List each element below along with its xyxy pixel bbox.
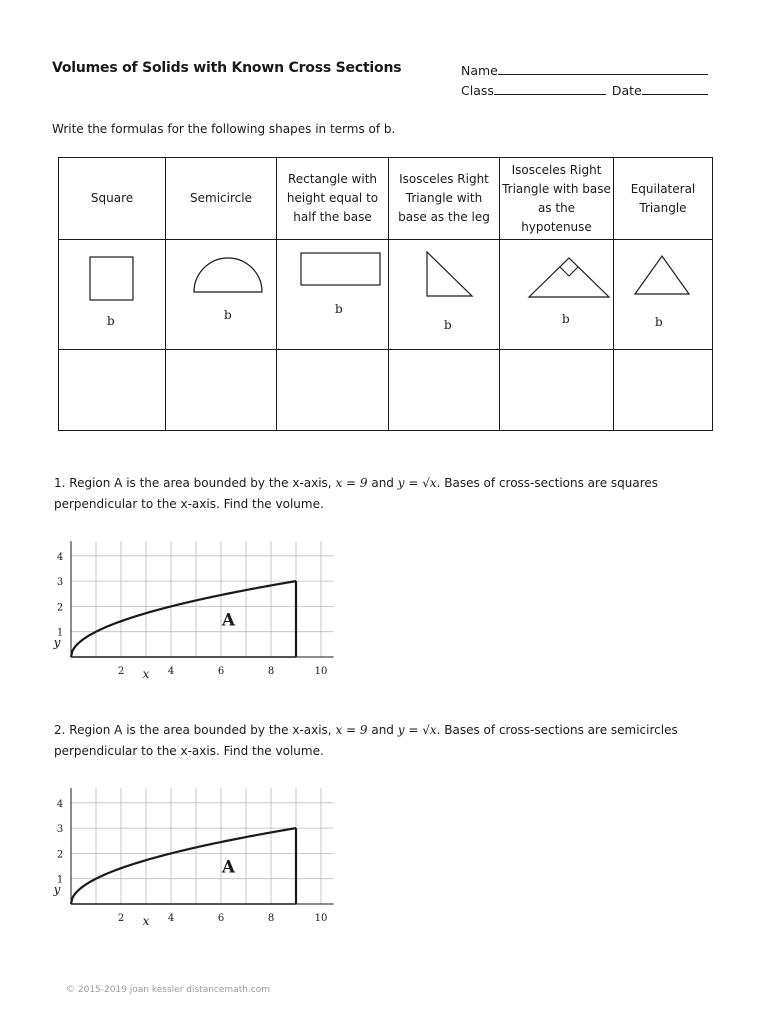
region-graph-1 (40, 535, 350, 685)
answer-cell[interactable] (389, 350, 500, 431)
y-axis-label: y (53, 882, 61, 897)
y-tick-label: 3 (56, 824, 64, 836)
shape-cell (166, 240, 277, 350)
shape-label-b: b (655, 315, 663, 329)
problem-1 (54, 473, 714, 515)
sqrt-curve (71, 581, 296, 657)
shape-label-b: b (107, 314, 115, 328)
hypotenuse-triangle-icon (500, 240, 614, 349)
problem-2 (54, 720, 714, 762)
header-cell: Isosceles Right Triangle with base as the leg (389, 158, 500, 240)
problem-number: 1. (54, 476, 66, 490)
problem-text: Region A is the area bounded by the x-axis, (69, 723, 336, 737)
header-row (59, 158, 713, 240)
shape-cell (614, 240, 713, 350)
answer-row (59, 350, 713, 431)
y-tick-label: 4 (56, 551, 64, 563)
square-icon (59, 240, 166, 349)
shape-label-b: b (562, 312, 570, 326)
x-tick-label: 4 (167, 666, 175, 677)
name-label: Name (461, 63, 498, 78)
y-tick-label: 3 (56, 577, 64, 589)
x-tick-label: 6 (217, 913, 225, 924)
header-cell: Square (59, 158, 166, 240)
answer-cell[interactable] (166, 350, 277, 431)
header-cell: Isosceles Right Triangle with base as the hypotenuse (500, 158, 614, 240)
date-line[interactable] (642, 82, 708, 95)
instructions: Write the formulas for the following shapes in terms of b. (52, 122, 396, 136)
function-equation: y = √x (397, 723, 437, 737)
name-line[interactable] (498, 62, 708, 75)
problem-text: and (367, 476, 398, 490)
x-tick-label: 10 (314, 666, 328, 677)
x-tick-label: 8 (267, 913, 275, 924)
answer-cell[interactable] (277, 350, 389, 431)
name-field[interactable] (461, 62, 708, 78)
y-tick-label: 2 (56, 849, 64, 861)
shape-cell (277, 240, 389, 350)
x-tick-label: 10 (314, 913, 328, 924)
problem-text: . Bases of cross-sections are squares perpendicular to the x-axis. Find the volume. (54, 476, 659, 511)
header-cell: Equilateral Triangle (614, 158, 713, 240)
y-tick-label: 1 (56, 874, 64, 886)
problem-text: Region A is the area bounded by the x-axis, (69, 476, 336, 490)
boundary-equation: x = 9 (335, 723, 368, 737)
worksheet-title: Volumes of Solids with Known Cross Sections (52, 60, 402, 76)
region-label: A (221, 857, 236, 878)
problem-number: 2. (54, 723, 66, 737)
equilateral-triangle-icon (614, 240, 713, 349)
semicircle-icon (166, 240, 277, 349)
region-graph-2 (40, 782, 350, 932)
header-cell: Rectangle with height equal to half the base (277, 158, 389, 240)
shape-label-b: b (335, 302, 343, 316)
shape-row (59, 240, 713, 350)
date-label: Date (611, 83, 642, 98)
answer-cell[interactable] (59, 350, 166, 431)
class-label: Class (461, 83, 494, 98)
y-axis-label: y (53, 635, 61, 650)
class-line[interactable] (494, 82, 606, 95)
shape-label-b: b (444, 318, 452, 332)
x-axis-label: x (142, 667, 150, 681)
y-tick-label: 4 (56, 798, 64, 810)
shape-cell (500, 240, 614, 350)
problem-text: . Bases of cross-sections are semicircles perpendicular to the x-axis. Find the volume. (54, 723, 678, 758)
answer-cell[interactable] (614, 350, 713, 431)
y-tick-label: 2 (56, 602, 64, 614)
shape-cell (389, 240, 500, 350)
y-tick-label: 1 (56, 627, 64, 639)
header-cell: Semicircle (166, 158, 277, 240)
x-tick-label: 2 (117, 666, 125, 677)
problem-text: and (367, 723, 398, 737)
function-equation: y = √x (397, 476, 437, 490)
boundary-equation: x = 9 (335, 476, 368, 490)
copyright-footer: © 2015-2019 joan kessler distancemath.com (66, 985, 271, 995)
x-tick-label: 4 (167, 913, 175, 924)
sqrt-curve (71, 828, 296, 904)
shape-cell (59, 240, 166, 350)
x-tick-label: 6 (217, 666, 225, 677)
shape-label-b: b (224, 308, 232, 322)
cross-section-table (58, 157, 713, 431)
x-axis-label: x (142, 914, 150, 928)
rectangle-icon (277, 240, 389, 349)
x-tick-label: 8 (267, 666, 275, 677)
x-tick-label: 2 (117, 913, 125, 924)
class-date-field (461, 82, 708, 98)
answer-cell[interactable] (500, 350, 614, 431)
region-label: A (221, 610, 236, 631)
